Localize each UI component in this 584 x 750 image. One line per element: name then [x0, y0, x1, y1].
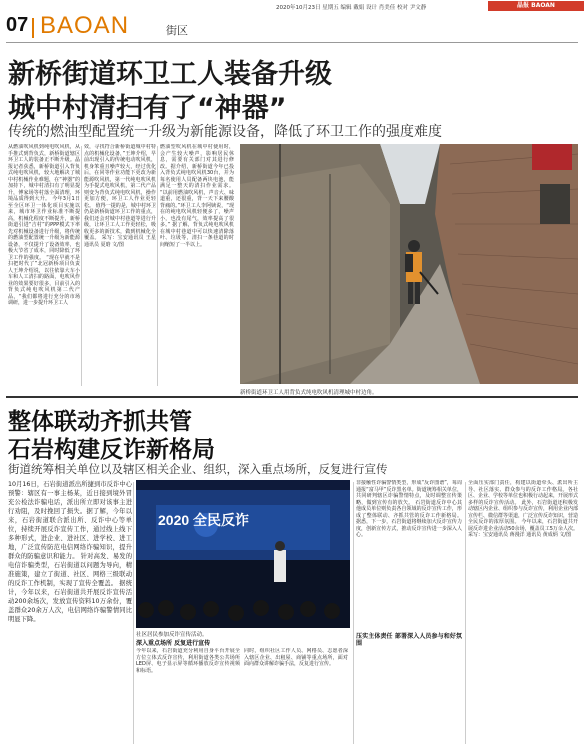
column-rule [353, 482, 354, 744]
article2-headline-line2: 石岩构建反诈新格局 [8, 437, 215, 463]
article2-subheadline: 街道统筹相关单位以及辖区相关企业、组织，深入重点场所，反复进行宣传 [8, 462, 388, 476]
article2-column-3: 同时，组织社区工作人员、网格员、志愿者深入辖区企业、出租屋、商铺等重点场所，面对面向群众讲解诈骗手法，反复进行宣传。 [244, 648, 348, 667]
article2-subhead-1: 深入重点场所 反复进行宣传 [136, 640, 211, 647]
article1-headline-line2: 城中村清扫有了“神器” [8, 93, 287, 124]
column-rule [157, 146, 158, 386]
event-photo-image [136, 480, 350, 628]
alley-photo [240, 144, 578, 384]
article1-column-1: 从燃油吹风机到纯电吹风机，从手推式到背负式，新桥街道辖区环卫工人的装备正不断升级。晶报记者获悉，新桥街道引入背负式纯电吹风机，较大地解决了城中村机械作业难题，在“神器”的加持下，城中村清扫有了明显提升，傅家场等村落全面清理，环境品质得到大升。 今年3月1日至全区环卫一体化项目实施以来，城市环卫作业标准不断提高，机械化程度不断提升，新桥街道引进“吉村”的PPP模式下率先对机械设备进行升级，将传统的燃油型配置统一升级为新能源设备，不仅提升了设备效率，也极大节省了成本，同时降低了环卫工作的强度。 “现在早就不是扫把时代了”北冠新桥项目负责人王坤介绍说，以往依靠大车小车和人工清扫的路面，电吹风作业的效果要好很多，目前引入的背负式纯电吹风机第二代产品，“我们都将进行充分的市场调研，进一步提升环卫工人 [8, 144, 80, 306]
page-header [0, 0, 584, 44]
column-rule [81, 146, 82, 386]
header-divider [32, 18, 34, 38]
article2-photo-caption: 社区居民参加反诈宣传活动。 [136, 632, 208, 638]
article1-column-3: 燃油型吹风机在城中村使用时，会产生较大噪声，影响居民休息，需要有关部门对其进行修改。据介绍，新桥街道今年已投入背负式纯电吹风机30台，并为每名使用人员配备两块电池，能满足一整天的清扫作业需求。 “以前用燃油吹风机，声音大、味道重，还很重，背一天下来腰酸背痛的。”环卫工人李阿姨说，“现在的纯电吹风机轻便多了，噪声小，也没有尾气，效率提高了很多。” 据了解，背负式纯电吹风机在城中村巷道中可以快速清除落叶、垃圾等，清扫一条巷道的时间缩短了一半以上。 [160, 144, 234, 248]
article1-photo-caption: 新桥街道环卫工人用背负式纯电吹风机清理城中村边角。 [240, 390, 378, 396]
event-photo [136, 480, 350, 628]
article2-subhead-2: 压实主体责任 部署深入人员参与和好氛围 [356, 633, 462, 647]
alley-photo-image [240, 144, 578, 384]
page-number: 07 [6, 14, 29, 36]
brand-logo: 晶报 BAOAN [488, 1, 584, 11]
article2-column-4 [356, 480, 462, 746]
article2-column-4-text: 非接触性诈骗警情类型，形成“反诈图谱”，每周通报“富马甲”反诈黑名单。街道统筹相关单位，共同研判辖区诈骗警情特点，及时调整宣传策略，做到宣传有的放矢。 石岩街道反诈中心其他成员单位则负责各自领域的反诈宣传工作，形成了整体联动、齐抓共管的反诈工作新格局。 据悉，下一步，石岩街道将继续加大反诈宣传力度，创新宣传方式，推动反诈宣传进一步深入人心。 [356, 480, 462, 538]
page-city: BAOAN [40, 12, 130, 39]
article2-column-1: 10月16日，石岩街道派出所捷到市反诈中心预警：辖区有一事主杨某，近日接到境外冒充公检法诈骗电话，派出所立即对该事主进行劝阻，及时挽回了损失。据了解，今年以来，石岩街道联合派出所、反诈中心等单位，持续开展反诈宣传工作，通过线上线下多种形式，进企业、进社区、进学校、进工地，广泛宣传防范电信网络诈骗知识，提升群众的防骗意识和能力。 针对高发、易发的电信诈骗类型，石岩街道以问题为导向，精准施策，建立了街道、社区、网格三级联动的反诈工作机制，实现了宣传全覆盖。 据统计，今年以来，石岩街道共开展反诈宣传活动200余场次，发放宣传资料10万余份，覆盖群众20余万人次，电信网络诈骗警情同比明显下降。 [8, 481, 132, 623]
event-banner-text: 2020 全民反诈 [158, 512, 250, 528]
article2-column-5: 全面压实部门责任，构建以街道牵头、派出所主导、社区落实、群众参与的反诈工作格局。各社区、企业、学校等单位也积极行动起来，开展形式多样的反诈宣传活动。 此外，石岩街道还积极发动辖区内企业、组织参与反诈宣传，利用企业内部宣传栏、微信群等渠道，广泛宣传反诈知识，营造全民反诈的浓厚氛围。 今年以来，石岩街道共开展反诈进企业活动50余场，覆盖员工5万余人次。 采写：宝安通讯员 蒋漫洋 通讯员 黄成炳 文/图 [468, 480, 578, 538]
column-rule [465, 482, 466, 744]
article2-subsection-1 [136, 638, 350, 647]
article1-column-2: 效，寻找符合新桥街道城中村特点的机械化设备，”王坤介绍，早前出现引入的传统电动吹风机，机身笨重且噪声较大，经过优化后，在同等作业功能下更改为新能源吹风机，第一代纯电吹风机为手提式电吹风机，第二代产品则变为背负式纯电吹风机，操作更加方便，环卫工人作业更轻松。 值得一提的是，城中村环卫仍是新桥街道环卫工作的重点，我们还会对城中村巷道等进行升级，让环卫工人工作更轻松，吸收更多的新技术，做到机械化全覆盖。 采写：宝安通讯员 王星 通讯员 夏晗 文/图 [84, 144, 156, 248]
section-divider [6, 396, 578, 398]
article2-headline-line1: 整体联动齐抓共管 [8, 409, 192, 435]
article1-headline-line1: 新桥街道环卫工人装备升级 [8, 59, 332, 90]
article2-column-2: 今年以来，石岩街道充分利用自身平台开展全方位立体式反诈宣传，利用街道各类公共场所LED屏、电子显示屏等循环播放反诈宣传视频和标语。 [136, 648, 240, 674]
header-rule [6, 42, 578, 43]
header-meta: 2020年10月23日 星期五 编辑 戴娟 设计 肖美佳 校对 尹文静 [276, 5, 427, 11]
page-section: 街区 [166, 24, 188, 37]
article1-subheadline: 传统的燃油型配置统一升级为新能源设备，降低了环卫工作的强度难度 [8, 124, 442, 140]
column-rule [133, 482, 134, 744]
